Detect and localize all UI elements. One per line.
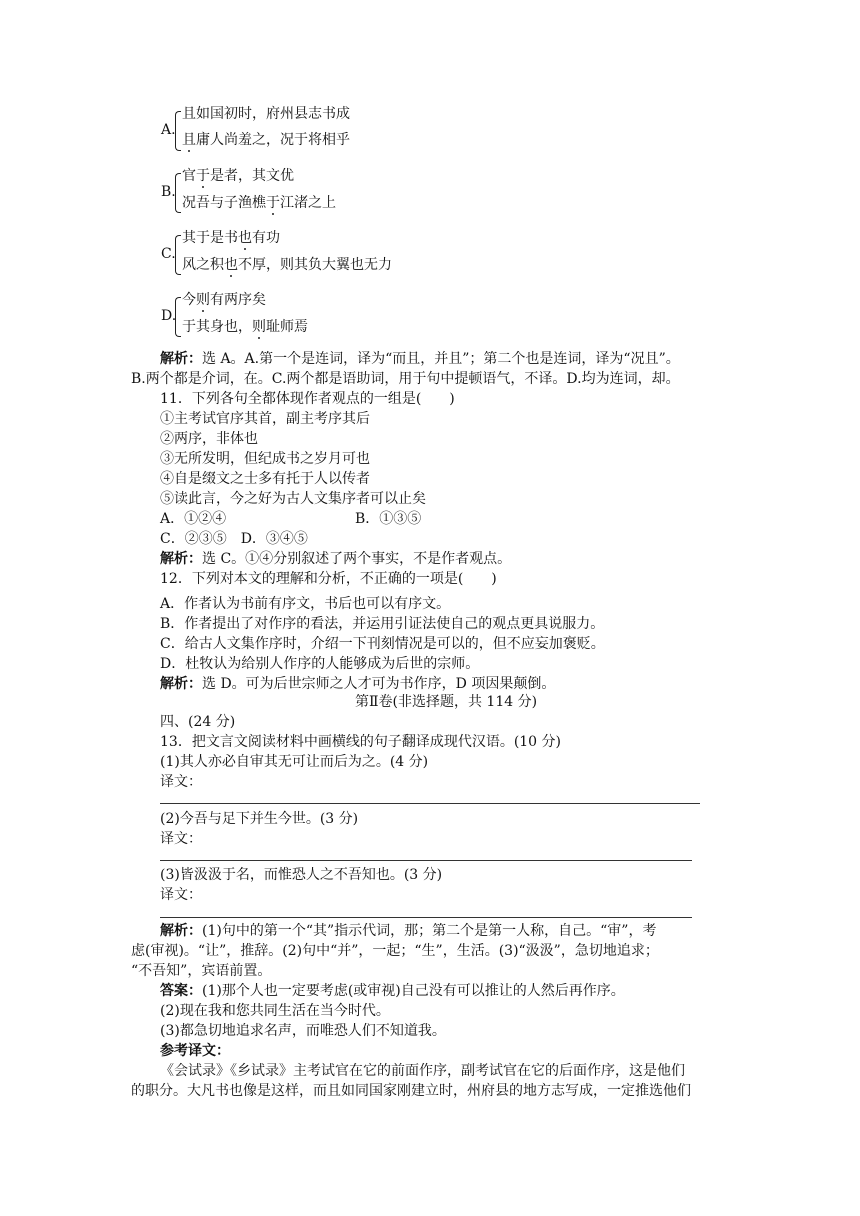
q11-item: ④自是缀文之士多有托于人以传者 — [160, 471, 370, 487]
option-letter: D. — [161, 308, 177, 324]
option-line-1: 官于是者，其文优 — [182, 168, 294, 184]
q13-sub-3: (3)皆汲汲于名，而惟恐人之不吾知也。(3 分) — [160, 867, 443, 883]
brace-icon — [175, 111, 181, 151]
q13-answer-3: (3)都急切地追求名声，而唯恐人们不知道我。 — [160, 1023, 446, 1039]
q12-analysis: 解析：选 D。可为后世宗师之人才可为书作序，D 项因果颠倒。 — [160, 676, 556, 692]
option-letter: C. — [161, 246, 176, 262]
section-title: 第Ⅱ卷(非选择题，共 114 分) — [355, 694, 538, 710]
q13-sub-1: (1)其人亦必自审其无可让而后为之。(4 分) — [160, 754, 429, 770]
q13-stem: 13．把文言文阅读材料中画横线的句子翻译成现代汉语。(10 分) — [160, 734, 562, 750]
option-line-2: 风之积也不厚，则其负大翼也无力 — [182, 257, 392, 273]
option-line-1: 且如国初时，府州县志书成 — [182, 106, 350, 122]
reference-translation-line-1: 《会试录》《乡试录》主考试官在它的前面作序，副考试官在它的后面作序，这是他们 — [160, 1063, 685, 1079]
brace-icon — [175, 297, 181, 337]
translation-label: 译文： — [160, 831, 202, 847]
reference-translation-line-2: 的职分。大凡书也像是这样，而且如同国家刚建立时，州府县的地方志写成，一定推选他们 — [131, 1083, 691, 1099]
q11-item: ③无所发明，但纪成书之岁月可也 — [160, 451, 370, 467]
q12-stem: 12．下列对本文的理解和分析，不正确的一项是( ) — [160, 571, 497, 587]
option-line-1: 其于是书也有功 — [182, 230, 280, 246]
q13-analysis-line-1: 解析：(1)句中的第一个“其”指示代词，那；第二个是第一人称，自己。“审”，考 — [160, 923, 657, 939]
option-line-1: 今则有两序矣 — [182, 292, 266, 308]
q11-option-cd: C．②③⑤ D．③④⑤ — [160, 531, 308, 547]
q12-option: A．作者认为书前有序文，书后也可以有序文。 — [160, 596, 451, 612]
brace-icon — [175, 173, 181, 213]
answer-line[interactable] — [160, 803, 700, 804]
option-letter: B. — [161, 184, 176, 200]
q11-item: ①主考试官序其首，副主考序其后 — [160, 411, 370, 427]
option-letter: A. — [161, 122, 176, 138]
q10-analysis-line-1: 解析：选 A。A.第一个是连词，译为“而且，并且”；第二个也是连词，译为“况且”。 — [160, 351, 680, 367]
q13-analysis-line-2: 虑(审视)。“让”，推辞。(2)句中“并”，一起；“生”，生活。(3)“汲汲”，急切地追求； — [131, 943, 659, 959]
q12-option: D．杜牧认为给别人作序的人能够成为后世的宗师。 — [160, 656, 480, 672]
part-heading: 四、(24 分) — [160, 714, 236, 730]
q13-answer-1: 答案：(1)那个人也一定要考虑(或审视)自己没有可以推让的人然后再作序。 — [160, 983, 625, 999]
q11-item: ②两序，非体也 — [160, 431, 258, 447]
answer-line[interactable] — [160, 860, 692, 861]
q12-option: B．作者提出了对作序的看法，并运用引证法使自己的观点更具说服力。 — [160, 616, 605, 632]
q11-option-a: A．①②④ — [160, 511, 227, 527]
q11-option-b: B．①③⑤ — [355, 511, 422, 527]
option-line-2: 且庸人尚羞之，况于将相乎 — [182, 132, 350, 148]
option-line-2: 于其身也，则耻师焉 — [182, 319, 308, 335]
q11-stem: 11．下列各句全都体现作者观点的一组是( ) — [160, 391, 455, 407]
answer-line[interactable] — [160, 917, 692, 918]
translation-label: 译文： — [160, 774, 202, 790]
q12-option: C．给古人文集作序时，介绍一下刊刻情况是可以的，但不应妄加褒贬。 — [160, 636, 605, 652]
q13-answer-2: (2)现在我和您共同生活在当今时代。 — [160, 1003, 390, 1019]
option-line-2: 况吾与子渔樵于江渚之上 — [182, 195, 336, 211]
q13-analysis-line-3: “不吾知”，宾语前置。 — [131, 963, 272, 979]
brace-icon — [175, 235, 181, 275]
q10-analysis-line-2: B.两个都是介词，在。C.两个都是语助词，用于句中提顿语气，不译。D.均为连词，却。 — [131, 371, 680, 387]
q13-sub-2: (2)今吾与足下并生今世。(3 分) — [160, 811, 359, 827]
reference-translation-label: 参考译文： — [160, 1043, 230, 1059]
q11-analysis: 解析：选 C。①④分别叙述了两个事实，不是作者观点。 — [160, 551, 512, 567]
q11-item: ⑤读此言，今之好为古人文集序者可以止矣 — [160, 491, 426, 507]
translation-label: 译文： — [160, 887, 202, 903]
